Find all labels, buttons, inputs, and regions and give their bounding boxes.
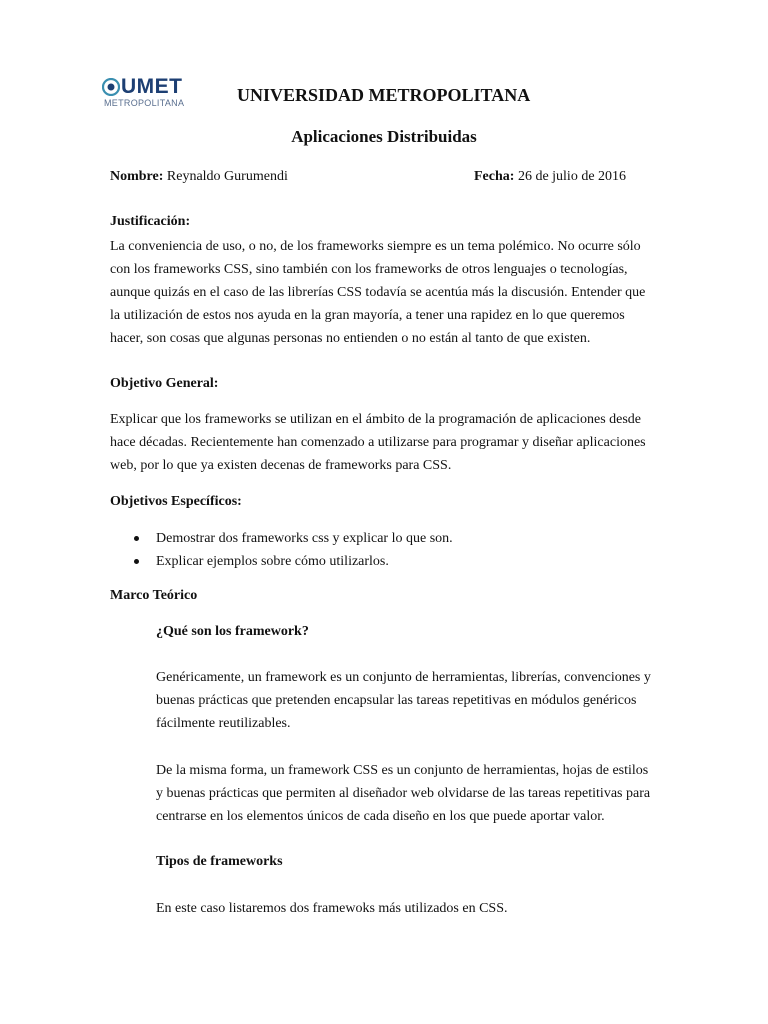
bullet-icon bbox=[134, 559, 139, 564]
marco-paragraph-2: De la misma forma, un framework CSS es un conjunto de herramientas, hojas de estilos y buenas prácticas que permiten al diseñador web olvidarse de las tareas repetitivas para centrarse en los elementos únicos de cada diseño en los que puede aportar valor. bbox=[156, 763, 651, 824]
name-row bbox=[110, 169, 288, 185]
date-label: Fecha: bbox=[474, 169, 515, 184]
tipos-heading: Tipos de frameworks bbox=[156, 854, 283, 869]
que-son-heading: ¿Qué son los framework? bbox=[156, 624, 309, 639]
university-title: UNIVERSIDAD METROPOLITANA bbox=[237, 85, 531, 105]
objetivos-especificos-heading: Objetivos Específicos: bbox=[110, 494, 242, 509]
logo-subtext: METROPOLITANA bbox=[104, 98, 185, 108]
objetivo-general-text: Explicar que los frameworks se utilizan en el ámbito de la programación de aplicaciones desde hace décadas. Recientemente han comenzado a utilizarse para programar y diseñar aplicaciones web, por lo que ya existen decenas de frameworks para CSS. bbox=[110, 412, 646, 473]
marco-paragraph-1: Genéricamente, un framework es un conjunto de herramientas, librerías, convenciones y buenas prácticas que pretenden encapsular las tareas repetitivas en módulos genéricos fácilmente reutilizables. bbox=[156, 670, 651, 731]
marco-paragraph-3: En este caso listaremos dos framewoks más utilizados en CSS. bbox=[156, 901, 508, 916]
date-value: 26 de julio de 2016 bbox=[517, 169, 627, 184]
bullet-icon bbox=[134, 536, 139, 541]
umet-logo-mark-icon bbox=[102, 78, 120, 96]
justificacion-heading: Justificación: bbox=[110, 214, 191, 229]
name-label: Nombre: bbox=[110, 169, 164, 184]
list-item bbox=[110, 550, 453, 573]
umet-logo bbox=[102, 76, 202, 110]
list-item-text: Demostrar dos frameworks css y explicar lo que son. bbox=[156, 531, 453, 546]
justificacion-text: La conveniencia de uso, o no, de los frameworks siempre es un tema polémico. No ocurre sólo con los frameworks CSS, sino también con los frameworks de otros lenguajes o tecnologías, aunque quizás en el caso de las librerías CSS todavía se acentúa más la discusión. Entender que la utilización de estos nos ayuda en la gran mayoría, a tener una rapidez en lo que queremos hacer, son cosas que algunas personas no entienden o no están al tanto de que existen. bbox=[110, 239, 646, 346]
date-row bbox=[474, 169, 626, 185]
logo-text: UMET bbox=[121, 75, 183, 98]
name-value: Reynaldo Gurumendi bbox=[166, 169, 288, 184]
list-item bbox=[110, 527, 453, 550]
course-title: Aplicaciones Distribuidas bbox=[291, 127, 477, 146]
objetivo-general-heading: Objetivo General: bbox=[110, 376, 219, 391]
list-item-text: Explicar ejemplos sobre cómo utilizarlos. bbox=[156, 554, 389, 569]
marco-teorico-heading: Marco Teórico bbox=[110, 588, 198, 603]
objetivos-list bbox=[110, 527, 453, 573]
